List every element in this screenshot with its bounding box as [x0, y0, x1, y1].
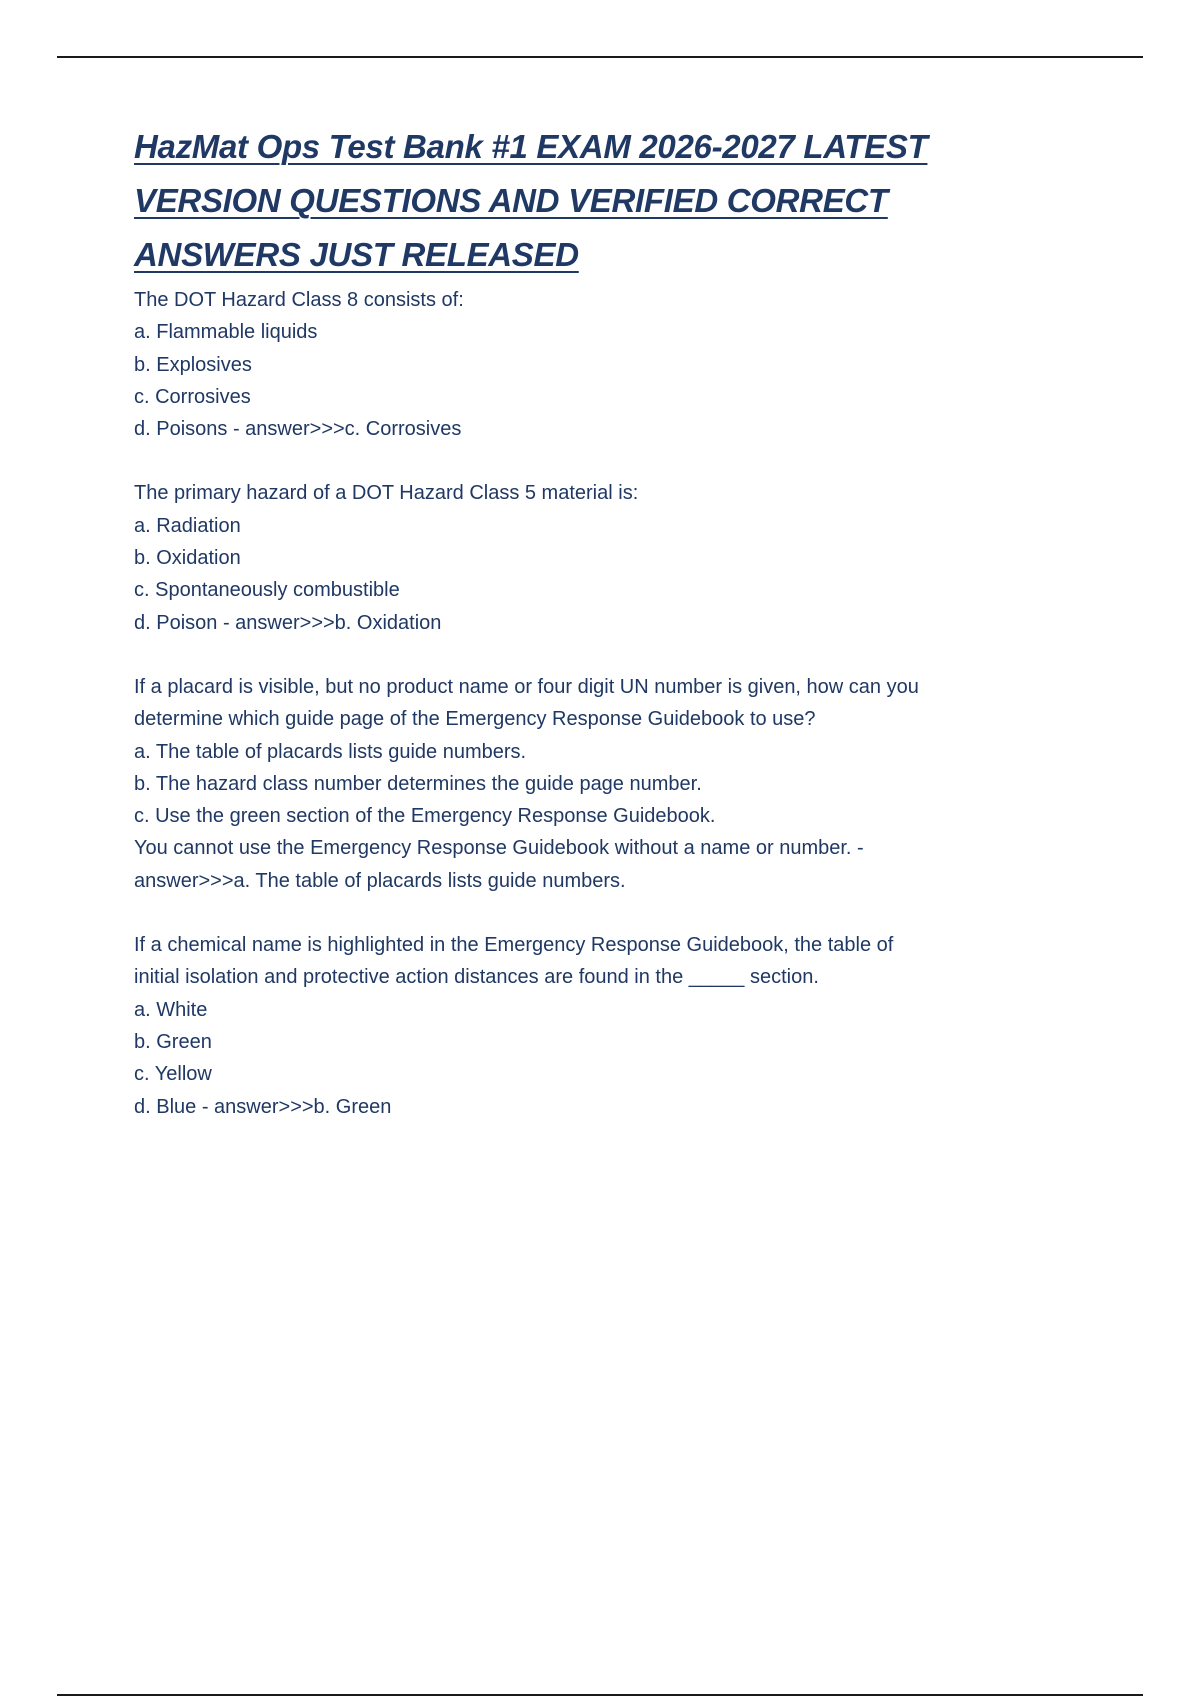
question-block-2: [134, 477, 1054, 638]
answer-option: b. Oxidation: [134, 547, 241, 570]
answer-option: c. Use the green section of the Emergency Response Guidebook.: [134, 805, 716, 828]
header-rule: [57, 56, 1143, 58]
question-text: The DOT Hazard Class 8 consists of:: [134, 289, 464, 311]
answer-option: a. White: [134, 998, 208, 1021]
question-text: If a chemical name is highlighted in the Emergency Response Guidebook, the table of: [134, 934, 894, 957]
answer-option: You cannot use the Emergency Response Guidebook without a name or number. -: [134, 837, 864, 860]
question-text: initial isolation and protective action distances are found in the _____ section.: [134, 966, 819, 989]
answer-option: c. Yellow: [134, 1063, 212, 1086]
answer-option: c. Spontaneously combustible: [134, 579, 400, 602]
question-block-3: [134, 671, 1054, 897]
question-text: determine which guide page of the Emergency Response Guidebook to use?: [134, 708, 816, 731]
footer-rule: [57, 1694, 1143, 1696]
answer-option: d. Blue - answer>>>b. Green: [134, 1095, 392, 1118]
answer-option: d. Poison - answer>>>b. Oxidation: [134, 611, 442, 634]
answer-option: d. Poisons - answer>>>c. Corrosives: [134, 418, 462, 441]
document-body: [134, 120, 1054, 1155]
answer-option: a. The table of placards lists guide numbers.: [134, 740, 527, 763]
answer-option: b. Explosives: [134, 353, 252, 376]
question-text: The primary hazard of a DOT Hazard Class 5 material is:: [134, 482, 639, 505]
answer-option: b. The hazard class number determines the guide page number.: [134, 772, 702, 795]
title-line: VERSION QUESTIONS AND VERIFIED CORRECT: [134, 182, 888, 219]
answer-option: b. Green: [134, 1030, 212, 1053]
title-line: ANSWERS JUST RELEASED: [134, 236, 579, 273]
title-line: HazMat Ops Test Bank #1 EXAM 2026-2027 LATEST: [134, 128, 928, 165]
answer-option: a. Flammable liquids: [134, 321, 318, 344]
question-block-1: [134, 284, 1054, 445]
document-title: [134, 120, 1054, 282]
question-block-4: [134, 929, 1054, 1123]
question-text: If a placard is visible, but no product name or four digit UN number is given, how can you: [134, 675, 919, 698]
answer-option: a. Radiation: [134, 514, 241, 537]
answer-option: c. Corrosives: [134, 385, 251, 408]
answer-option: answer>>>a. The table of placards lists guide numbers.: [134, 869, 626, 892]
